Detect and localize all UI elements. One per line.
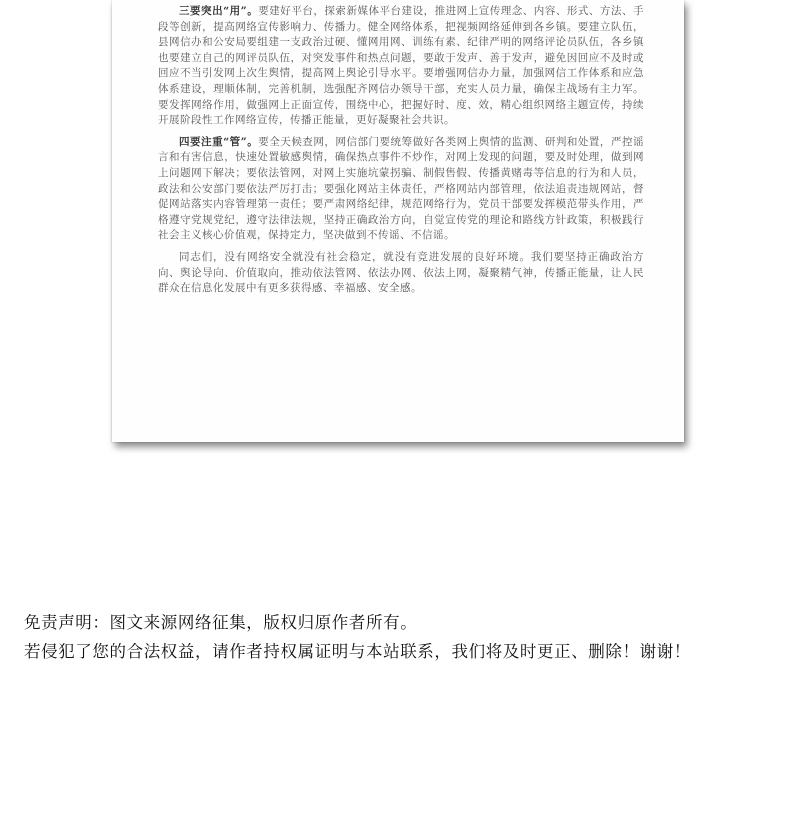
document-page xyxy=(112,0,684,442)
paragraph-closing xyxy=(158,250,644,297)
paragraph-use xyxy=(158,4,644,129)
disclaimer xyxy=(24,608,784,666)
paragraph-text: 要全天候查网，网信部门要统筹做好各类网上舆情的监测、研判和处置，严控谣言和有害信息，快速处置敏感舆情，确保热点事件不炒作，对网上发现的问题，要及时处理，做到网上问题网下解决；要依法管网，对网上实施坑蒙拐骗、制假售假、传播黄赌毒等信息的行为和人员，政法和公安部门要依法严厉打击；要强化网站主体责任，严格网站内部管理，依法追责违规网站，督促网站落实内容管理第一责任；要严肃网络纪律，规范网络行为，党员干部要发挥模范带头作用，严格遵守党规党纪，遵守法律法规，坚持正确政治方向，自觉宣传党的理论和路线方针政策，积极践行社会主义核心价值观，保持定力，坚决做到不传谣、不信谣。 xyxy=(158,135,644,242)
paragraph-heading: 三要突出“用”。 xyxy=(179,5,259,17)
document-body xyxy=(158,4,644,303)
paragraph-heading: 四要注重“管”。 xyxy=(179,135,259,148)
paragraph-text: 同志们，没有网络安全就没有社会稳定，就没有竞进发展的良好环境。我们要坚持正确政治方向、舆论导向、价值取向，推动依法管网、依法办网、依法上网，凝聚精气神，传播正能量，让人民群众在信息化发展中有更多获得感、幸福感、安全感。 xyxy=(158,250,644,295)
disclaimer-line-2: 若侵犯了您的合法权益，请作者持权属证明与本站联系，我们将及时更正、删除！谢谢！ xyxy=(24,642,691,661)
paragraph-manage xyxy=(158,135,644,244)
disclaimer-line-1: 免责声明：图文来源网络征集，版权归原作者所有。 xyxy=(24,613,418,632)
paragraph-text: 要建好平台，探索新媒体平台建设，推进网上宣传理念、内容、形式、方法、手段等创新，提高网络宣传影响力、传播力。健全网络体系，把视频网络延伸到各乡镇。要建立队伍，县网信办和公安局要组建一支政治过硬、懂网用网、训练有素、纪律严明的网络评论员队伍，各乡镇也要建立自己的网评员队伍，对突发事件和热点问题，要敢于发声、善于发声，避免因回应不及时或回应不当引发网上次生舆情，提高网上舆论引导水平。要增强网信办力量，加强网信工作体系和应急体系建设，理顺体制，完善机制，选强配齐网信办领导干部，充实人员力量，确保主战场有主力军。要发挥网络作用，做强网上正面宣传，围绕中心，把握好时、度、效，精心组织网络主题宣传，持续开展阶段性工作网络宣传，传播正能量，更好凝聚社会共识。 xyxy=(158,5,644,127)
